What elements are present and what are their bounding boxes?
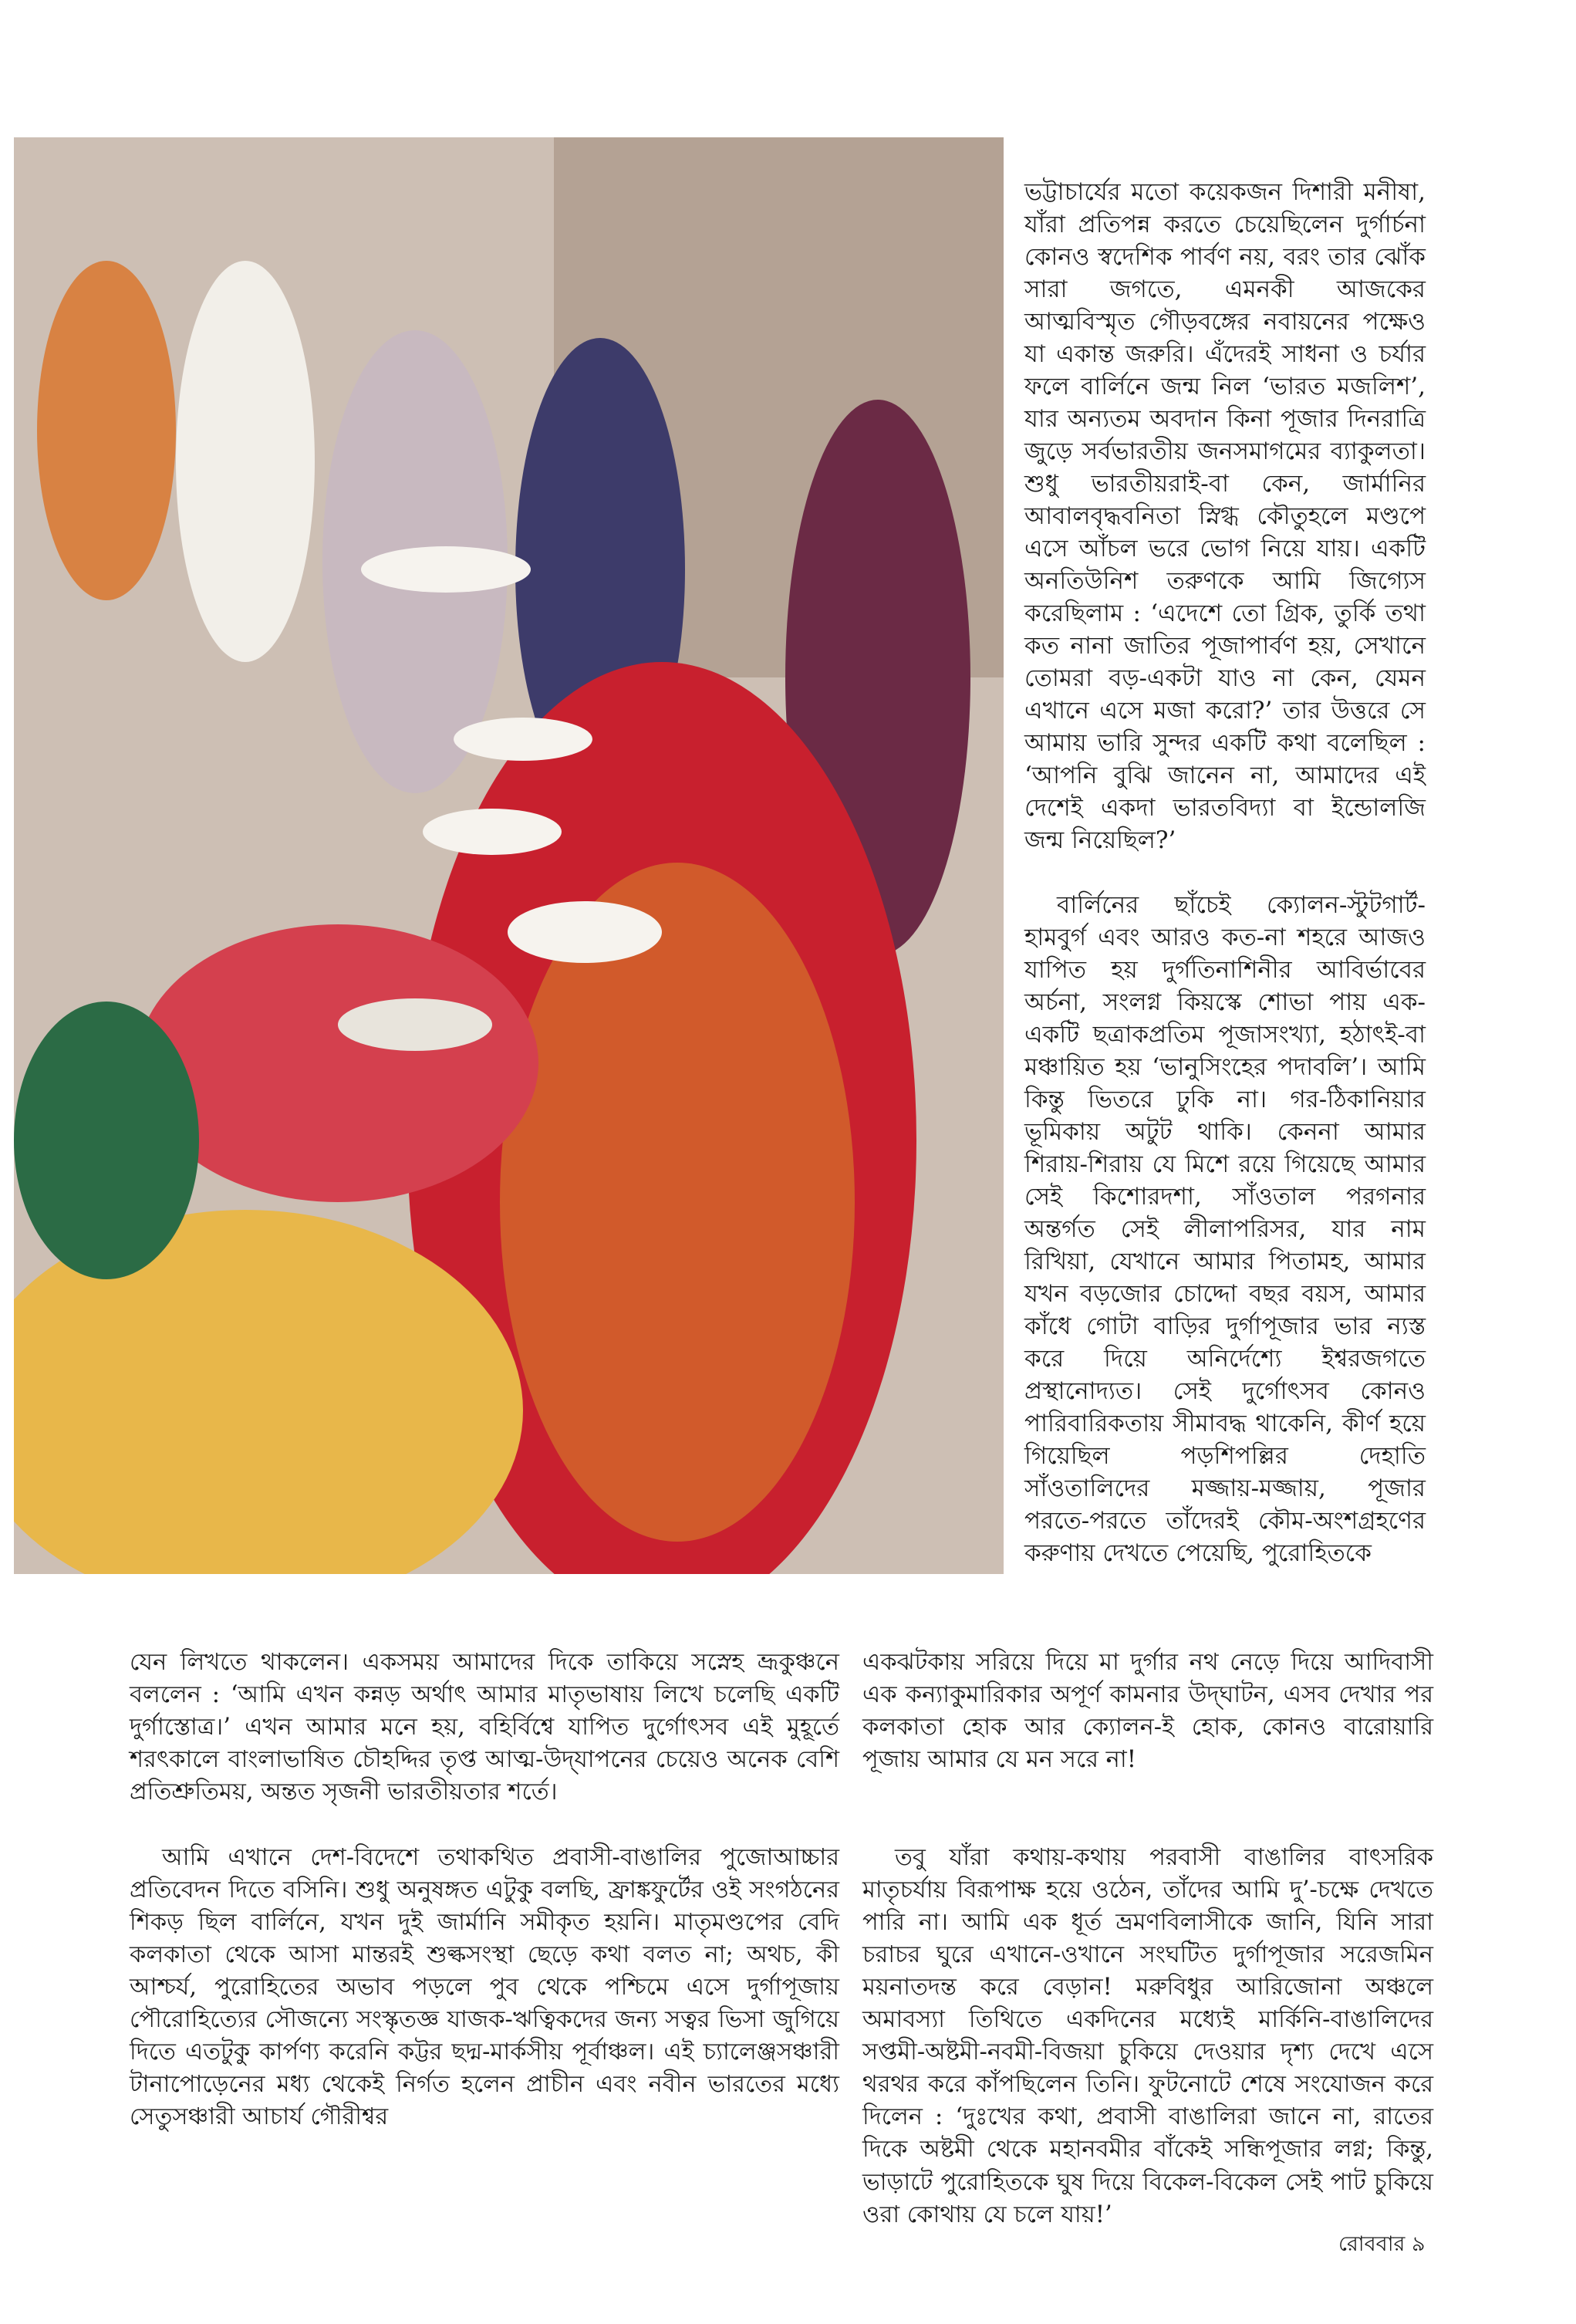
article-column-right-bottom [862, 1614, 1433, 2264]
article-column-right-top [1024, 144, 1426, 1602]
paragraph: আমি এখানে দেশ-বিদেশে তথাকথিত প্রবাসী-বাঙালির পুজোআচ্চার প্রতিবেদন দিতে বসিনি। শুধু অনুষঙ্গত এটুকু বলছি, ফ্রাঙ্কফুর্টের ওই সংগঠনের শিকড় ছিল বার্লিনে, যখন দুই জার্মানি সমীকৃত হয়নি। মাতৃমণ্ডপের বেদি কলকাতা থেকে আসা মান্তরই শুল্কসংস্থা ছেড়ে কথা বলত না; অথচ, কী আশ্চর্য, পুরোহিতের অভাব পড়লে পুব থেকে পশ্চিমে এসে দুর্গাপূজায় পৌরোহিত্যের সৌজন্যে সংস্কৃতজ্ঞ যাজক-ঋত্বিকদের জন্য সত্বর ভিসা জুগিয়ে দিতে এতটুকু কার্পণ্য করেনি কট্টর ছদ্ম-মার্কসীয় পূর্বাঞ্চল। এই চ্যালেঞ্জসঞ্চারী টানাপোড়েনের মধ্য থেকেই নির্গত হলেন প্রাচীন এবং নবীন ভারতের মধ্যে সেতুসঞ্চারী আচার্য গৌরীশ্বর [130, 1843, 839, 2131]
page-footer-label: রোববার ৯ [1338, 2232, 1426, 2256]
paragraph: বার্লিনের ছাঁচেই ক্যোলন-স্টুটগার্ট-হামবুর্গ এবং আরও কত-না শহরে আজও যাপিত হয় দুর্গতিনাশিনীর আবির্ভাবের অর্চনা, সংলগ্ন কিয়স্কে শোভা পায় এক-একটি ছত্রাকপ্রতিম পূজাসংখ্যা, হঠাৎই-বা মঞ্চায়িত হয় ‘ভানুসিংহের পদাবলি’। আমি কিন্তু ভিতরে ঢুকি না। গর-ঠিকানিয়ার ভূমিকায় অটুট থাকি। কেননা আমার শিরায়-শিরায় যে মিশে রয়ে গিয়েছে আমার সেই কিশোরদশা, সাঁওতাল পরগনার অন্তর্গত সেই লীলাপরিসর, যার নাম রিখিয়া, যেখানে আমার পিতামহ, আমার যখন বড়জোর চোদ্দো বছর বয়স, আমার কাঁধে গোটা বাড়ির দুর্গাপূজার ভার ন্যস্ত করে দিয়ে অনির্দেশ্যে ইশ্বরজগতে প্রস্থানোদ্যত। সেই দুর্গোৎসব কোনও পারিবারিকতায় সীমাবদ্ধ থাকেনি, কীর্ণ হয়ে গিয়েছিল পড়শিপল্লির দেহাতি সাঁওতালিদের মজ্জায়-মজ্জায়, পূজার পরতে-পরতে তাঁদেরই কৌম-অংশগ্রহণের করুণায় দেখতে পেয়েছি, পুরোহিতকে [1024, 891, 1426, 1567]
article-photo-durga-puja-gathering [14, 137, 1004, 1574]
paragraph: ভট্টাচার্যের মতো কয়েকজন দিশারী মনীষা, যাঁরা প্রতিপন্ন করতে চেয়েছিলেন দুর্গার্চনা কোনও স্বদেশিক পার্বণ নয়, বরং তার ঝোঁক সারা জগতে, এমনকী আজকের আত্মবিস্মৃত গৌড়বঙ্গের নবায়নের পক্ষেও যা একান্ত জরুরি। এঁদেরই সাধনা ও চর্যার ফলে বার্লিনে জন্ম নিল ‘ভারত মজলিশ’, যার অন্যতম অবদান কিনা পূজার দিনরাত্রি জুড়ে সর্বভারতীয় জনসমাগমের ব্যাকুলতা। শুধু ভারতীয়রাই-বা কেন, জার্মানির আবালবৃদ্ধবনিতা স্নিগ্ধ কৌতুহলে মণ্ডপে এসে আঁচল ভরে ভোগ নিয়ে যায়। একটি অনতিউনিশ তরুণকে আমি জিগ্যেস করেছিলাম : ‘এদেশে তো গ্রিক, তুর্কি তথা কত নানা জাতির পূজাপার্বণ হয়, সেখানে তোমরা বড়-একটা যাও না কেন, যেমন এখানে এসে মজা করো?’ তার উত্তরে সে আমায় ভারি সুন্দর একটি কথা বলেছিল : ‘আপনি বুঝি জানেন না, আমাদের এই দেশেই একদা ভারতবিদ্যা বা ইন্ডোলজি জন্ম নিয়েছিল?’ [1024, 178, 1426, 854]
paragraph: একঝটকায় সরিয়ে দিয়ে মা দুর্গার নথ নেড়ে দিয়ে আদিবাসী এক কন্যাকুমারিকার অপূর্ণ কামনার উদ্‌ঘাটন, এসব দেখার পর কলকাতা হোক আর ক্যোলন-ই হোক, কোনও বারোয়ারি পূজায় আমার যে মন সরে না! [862, 1649, 1433, 1774]
paragraph: যেন লিখতে থাকলেন। একসময় আমাদের দিকে তাকিয়ে সস্নেহ ভ্রূকুঞ্চনে বললেন : ‘আমি এখন কন্নড় অর্থাৎ আমার মাতৃভাষায় লিখে চলেছি একটি দুর্গাস্তোত্র।’ এখন আমার মনে হয়, বহির্বিশ্বে যাপিত দুর্গোৎসব এই মুহূর্তে শরৎকালে বাংলাভাষিত চৌহদ্দির তৃপ্ত আত্ম-উদ্‌যাপনের চেয়েও অনেক বেশি প্রতিশ্রুতিময়, অন্তত সৃজনী ভারতীয়তার শর্তে। [130, 1649, 839, 1806]
article-column-left-bottom [130, 1614, 839, 2167]
paragraph: তবু যাঁরা কথায়-কথায় পরবাসী বাঙালির বাৎসরিক মাতৃচর্যায় বিরূপাক্ষ হয়ে ওঠেন, তাঁদের আমি দু’-চক্ষে দেখতে পারি না। আমি এক ধূর্ত ভ্রমণবিলাসীকে জানি, যিনি সারা চরাচর ঘুরে এখানে-ওখানে সংঘটিত দুর্গাপূজার সরেজমিন ময়নাতদন্ত করে বেড়ান! মরুবিধুর আরিজোনা অঞ্চলে অমাবস্যা তিথিতে একদিনের মধ্যেই মার্কিনি-বাঙালিদের সপ্তমী-অষ্টমী-নবমী-বিজয়া চুকিয়ে দেওয়ার দৃশ্য দেখে এসে থরথর করে কাঁপছিলেন তিনি। ফুটনোটে শেষে সংযোজন করে দিলেন : ‘দুঃখের কথা, প্রবাসী বাঙালিরা জানে না, রাতের দিকে অষ্টমী থেকে মহানবমীর বাঁকেই সন্ধিপূজার লগ্ন; কিন্তু, ভাড়াটে পুরোহিতকে ঘুষ দিয়ে বিকেল-বিকেল সেই পাট চুকিয়ে ওরা কোথায় যে চলে যায়!’ [862, 1843, 1433, 2228]
photo-illustration [14, 137, 1004, 1574]
